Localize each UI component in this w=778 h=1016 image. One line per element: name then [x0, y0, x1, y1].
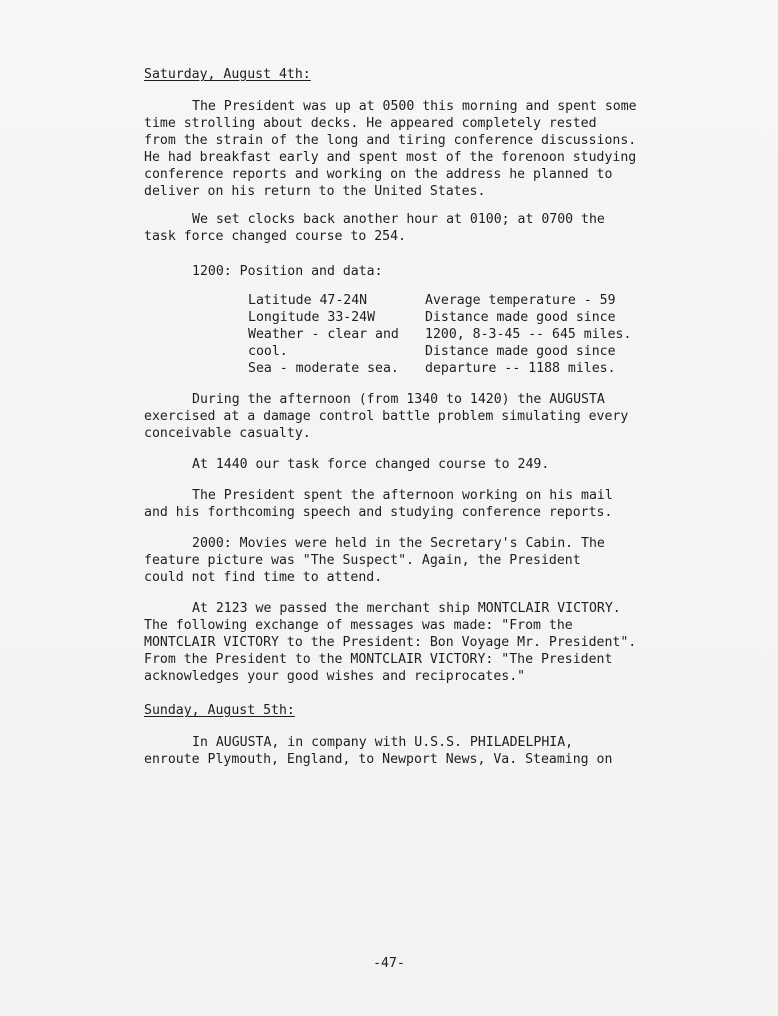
- paragraph-afternoon-work: [144, 487, 664, 521]
- text-line: deliver on his return to the United States.: [144, 184, 486, 199]
- text-line: He had breakfast early and spent most of the forenoon studying: [144, 150, 637, 165]
- paragraph-augusta-enroute: [144, 734, 664, 768]
- data-line: Distance made good since: [425, 310, 616, 325]
- data-line: cool.: [248, 344, 288, 359]
- data-line: Distance made good since: [425, 344, 616, 359]
- text-line: from the strain of the long and tiring conference discussions.: [144, 133, 637, 148]
- page-number: -47-: [373, 956, 405, 971]
- text-line: The following exchange of messages was made: "From the: [144, 618, 573, 633]
- text-line: The President was up at 0500 this morning and spent some: [192, 99, 637, 114]
- position-data-right: [425, 292, 631, 377]
- heading-saturday: Saturday, August 4th:: [144, 67, 311, 82]
- text-line: In AUGUSTA, in company with U.S.S. PHILADELPHIA,: [192, 735, 574, 750]
- paragraph-course-change: [144, 456, 664, 473]
- paragraph-clocks: [144, 211, 664, 245]
- text-line: time strolling about decks. He appeared completely rested: [144, 116, 597, 131]
- position-data-header: 1200: Position and data:: [192, 264, 383, 279]
- position-data-left: [248, 292, 399, 377]
- text-line: could not find time to attend.: [144, 570, 383, 585]
- data-line: Average temperature - 59: [425, 293, 616, 308]
- data-line: Latitude 47-24N: [248, 293, 368, 308]
- data-line: departure -- 1188 miles.: [425, 361, 616, 376]
- data-line: Weather - clear and: [248, 327, 399, 342]
- text-line: 2000: Movies were held in the Secretary's Cabin. The: [192, 536, 605, 551]
- heading-sunday: Sunday, August 5th:: [144, 703, 295, 718]
- text-line: From the President to the MONTCLAIR VICTORY: "The President: [144, 652, 613, 667]
- data-line: 1200, 8-3-45 -- 645 miles.: [425, 327, 632, 342]
- text-line: task force changed course to 254.: [144, 229, 407, 244]
- text-line: exercised at a damage control battle problem simulating every: [144, 409, 629, 424]
- text-line: At 2123 we passed the merchant ship MONTCLAIR VICTORY.: [192, 601, 621, 616]
- text-line: acknowledges your good wishes and reciprocates.": [144, 669, 526, 684]
- text-line: MONTCLAIR VICTORY to the President: Bon Voyage Mr. President".: [144, 635, 637, 650]
- data-line: Longitude 33-24W: [248, 310, 376, 325]
- text-line: conceivable casualty.: [144, 426, 311, 441]
- text-line: We set clocks back another hour at 0100; at 0700 the: [192, 212, 605, 227]
- text-line: At 1440 our task force changed course to 249.: [192, 457, 550, 472]
- text-line: During the afternoon (from 1340 to 1420) the AUGUSTA: [192, 392, 605, 407]
- paragraph-movies: [144, 535, 664, 586]
- data-line: Sea - moderate sea.: [248, 361, 399, 376]
- text-line: feature picture was "The Suspect". Again, the President: [144, 553, 581, 568]
- text-line: The President spent the afternoon working on his mail: [192, 488, 613, 503]
- paragraph-montclair-victory: [144, 600, 664, 685]
- text-line: conference reports and working on the address he planned to: [144, 167, 613, 182]
- paragraph-damage-control: [144, 391, 664, 442]
- text-line: and his forthcoming speech and studying conference reports.: [144, 505, 613, 520]
- paragraph-president-morning: [144, 98, 664, 200]
- text-line: enroute Plymouth, England, to Newport News, Va. Steaming on: [144, 752, 613, 767]
